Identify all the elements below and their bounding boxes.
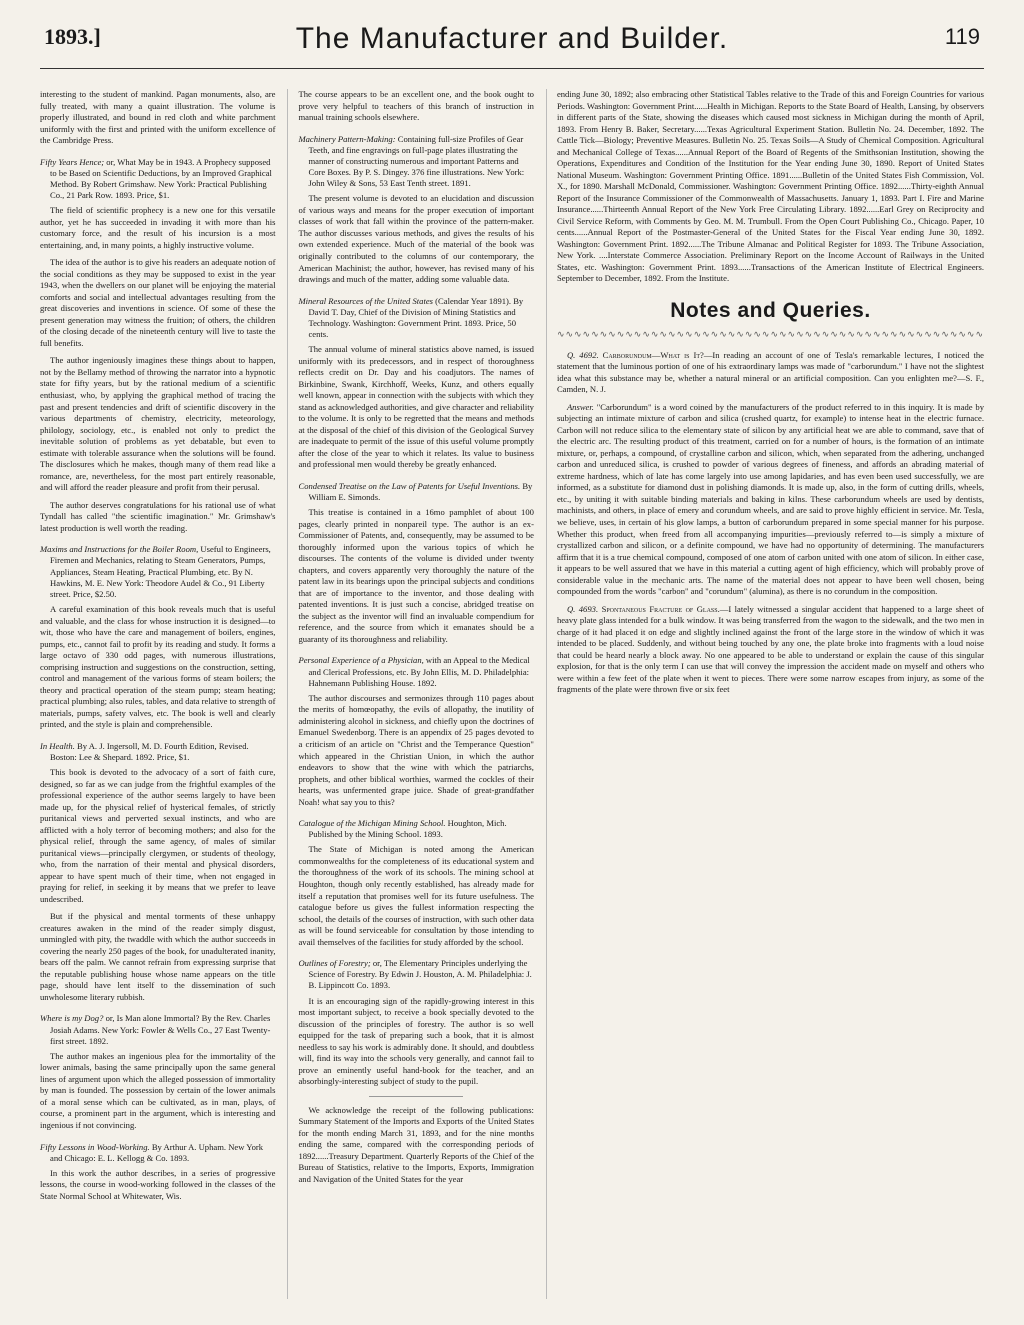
review-heading: [298, 818, 533, 840]
query-body: —I lately witnessed a singular accident that happened to a large sheet of heavy plate glass intended for a bulk window. It was being transferred from the wagon to the sidewalk, and the two men in charge of it had placed it on edge and slightly inclined against the front of the large store in the window of which it was intended to be placed. Suddenly, and without being touched by any one, the plate broke into fragments with a loud noise that could be heard nearly a block away. No one appeared to be able to understand or explain the cause of this singular explosion, for that is the only term I can use that will convey the impression the accident made on myself and others who were within a few feet of the plate when it went to pieces. There were some narrow escapes from injury, as some of the fragments of the plate were thrown five or six feet: [556, 603, 984, 695]
book-title: Maxims and Instructions for the Boiler Room,: [40, 544, 199, 555]
review-heading: [298, 296, 533, 341]
book-details: or, The Elementary Principles underlying the Science of Forestry. By Edwin J. Houston, A. M. Philadelphia: J. B. Lippincott Co. 1893.: [308, 958, 532, 991]
review-heading: [298, 481, 533, 503]
review-heading: [40, 544, 275, 600]
paragraph: In this work the author describes, in a series of progressive lessons, the course in wood-working followed in the classes of the State Normal School at Whitewater, Wis.: [40, 1167, 276, 1201]
query-paragraph: [557, 604, 984, 696]
paragraph: We acknowledge the receipt of the following publications: Summary Statement of the Imports and Exports of the United States for the month ending March 31, 1893, and for the nine months ending the same, compared with the corresponding periods of 1892......Treasury Department. Quarterly Reports of the Chief of the Bureau of Statistics, relative to the Imports, Exports, Immigration and Navigation of the United States for the year: [298, 1104, 534, 1184]
paragraph: The author makes an ingenious plea for the immortality of the lower animals, basing the same principally upon the same general lines of argument upon which the alleged possession of immortality by man is founded. The possession by certain of the lower animals of a moral sense which can be cultivated, as in man, plays, of course, a prominent part in the argument, which is interesting and ingenious if not convincing.: [40, 1050, 276, 1130]
paragraph: The course appears to be an excellent one, and the book ought to prove very helpful to teachers of this branch of instruction in manual training schools elsewhere.: [298, 89, 534, 123]
paragraph: But if the physical and mental torments of these unhappy creatures awaken in the mind of the reader simply disgust, unmingled with pity, the twaddle with which the author succeeds in covering the nearly 250 pages of the book, for unadulterated inanity, bears off the palm. We cannot refrain from expressing surprise that the reputable publishing house whose name appears on the title page, should have lent itself to the dissemination of such unwholesome literary rubbish.: [40, 911, 276, 1002]
book-title: In Health.: [40, 740, 75, 751]
paragraph: ending June 30, 1892; also embracing other Statistical Tables relative to the Trade of this and Foreign Countries for various Periods. Washington: Government Print......Health in Michigan. Reports to the State Board of Health, Lansing, by observers in different parts of the State, showing the diseases which caused most sickness in Michigan during the month of April, 1893. From Henry B. Baker, Secretary......Texas Agricultural Experiment Station. Bulletin No. 24. December, 1892. The Cattle Tick—Biology; Preventive Measures. Bulletin No. 25. Texas Soils—A Study of Chemical Composition. Agricultural and Mechanical College of Texas......Annual Report of the Board of Regents of the Smithsonian Institution, showing the Operations, Expenditures and Condition of the Institution for the Year ending June 30, 1890. Report of United States National Museum. Washington: Government Printing Office. 1891......Bulletin of the United States Fish Commission, Vol. X., for 1890. Marshall McDonald, Commissioner. Washington: Government Printing Office. 1892......Thirty-eighth Annual Report of the Insurance Commissioner of the Commonwealth of Massachusetts. January 1, 1893. Part I. Fire and Marine Insurance......Thirteenth Annual Report of the New York Free Circulating Library. 1892......Earl Grey on Reciprocity and Civil Service Reform, with Comments by Geo. M. M. Trumbull. From the Open Court Publishing Co., Chicago. Paper, 10 cents......Annual Report of the Postmaster-General of the United States for the Fiscal Year ending June 30, 1892. Washington: Government Print. 1892......The Tribune Almanac and Political Register for 1893. The Tribune Association, New York. ....Interstate Commerce Association. Preliminary Report on the Income Account of Railways in the United States, etc. Washington: Government Print. 1893......Transactions of the American Institute of Electrical Engineers. September to December, 1892. From the Institute.: [556, 89, 984, 284]
book-title: Fifty Lessons in Wood-Working.: [40, 1141, 150, 1152]
query-title: Carborundum—What is It?: [602, 349, 704, 360]
paragraph: This book is devoted to the advocacy of a sort of faith cure, designed, so far as we can judge from the frightful examples of the professional experience of the author seems largely to have been made up, for the physical relief of hysterical females, of strictly puritanical views and perverted sexual instincts, and who are afflicted with a holy terror of becoming mothers; and also for the physical relief, through the same agency, of males of similar puritanical views—principally clergymen, or students of theology, who, from the narration of their mental and physical disorders, appear to have spent much of their time, when not engaged in praying for relief, in seeking it by means that we prefer to leave undescribed.: [40, 767, 276, 904]
paragraph: The author deserves congratulations for his rational use of what Tyndall has called "the scientific imagination." Mr. Grimshaw's latest production is well worth the reading.: [40, 499, 276, 533]
paragraph: The idea of the author is to give his readers an adequate notion of the social conditions as they may be supposed to exist in the year 1943, when the dwellers on our planet will be enjoying the material comforts and social and intellectual advantages resulting from the great discoveries and inventions in science. Of some of these the present generation may witness the fruition; of others, the children of the closing decade of the nineteenth century will live to taste the full benefits.: [40, 257, 276, 348]
book-title: Machinery Pattern-Making:: [298, 133, 396, 144]
query-number: Q. 4692.: [566, 349, 599, 360]
book-title: Where is my Dog?: [40, 1013, 104, 1024]
column-1: [40, 89, 275, 1299]
paragraph: A careful examination of this book reveals much that is useful and valuable, and the class for whose instruction it is designed—to wit, those who have the care and management of boilers, engines, pumps, etc., cannot fail to profit by its reading and study. It forms a large octavo of 330 odd pages, with numerous illustrations, comprising instruction and suggestions on the construction, setting, control and management of the various forms of steam boilers; the theory and practical operation of the steam pump; steam heating; practical plumbing; also rules, tables, and data relative to strength of materials, pumps, safety valves, etc. The book is well and clearly printed, and the style is plain and comprehensible.: [40, 604, 276, 730]
paragraph: It is an encouraging sign of the rapidly-growing interest in this most important subject, to receive a book specially devoted to the discussion of the principles of forestry. The author is so well equipped for the task of preparing such a book, that it is almost needless to say his work is admirably done. It should, and doubtless will, find its way into the schools very generally, and cannot fail to prove an eminently useful hand-book for the teacher, and an absorbingly-interesting subject of study to the pupil.: [298, 995, 534, 1087]
book-title: Catalogue of the Michigan Mining School.: [298, 818, 446, 829]
paragraph: This treatise is contained in a 16mo pamphlet of about 100 pages, clearly printed in nonpareil type. The author is an ex-Commissioner of Patents, and, consequently, may be assumed to be thoroughly informed upon the various topics of which he discourses. The contents of the volume is divided under twenty chapters, and covers apparently very thoroughly the nature of the patent law in its bearings upon the principal subjects and conditions that are of importance to the inventor, and those dealing with patented inventions. It is just such a concise, abridged treatise on the subject as the inventor will find an invaluable compendium for reference, and the source from which it emanates should be a guaranty of its thoroughness and reliability.: [298, 507, 534, 644]
book-details: By A. J. Ingersoll, M. D. Fourth Edition, Revised. Boston: Lee & Shepard. 1892. Price, $1.: [50, 740, 249, 762]
book-details: Useful to Engineers, Firemen and Mechanics, relating to Steam Generators, Pumps, Appliances, Steam Heating, Practical Plumbing, etc. By N. Hawkins, M. E. New York: Theodore Audel & Co., 91 Liberty street. Price, $2.50.: [50, 544, 271, 599]
publication-title: The Manufacturer and Builder.: [295, 22, 729, 55]
answer-paragraph: [557, 402, 984, 598]
book-title: Fifty Years Hence;: [40, 156, 105, 167]
query-body: —In reading an account of one of Tesla's remarkable lectures, I noticed the statement that the luminous portion of one of his extraordinary lamps was made of "carborundum." I have not the slightest idea what this substance may be, whether a natural mineral or an artificial composition. Can you enlighten me?—S. F., Camden, N. J.: [556, 349, 985, 395]
query-number: Q. 4693.: [566, 603, 599, 614]
review-heading: [298, 134, 533, 190]
paragraph: The State of Michigan is noted among the American commonwealths for the completeness of its educational system and the thoroughness of the work of its schools. The mining school at Houghton, though only recently established, has already made for itself a reputation that promises well for its future usefulness. The catalogue before us gives the fullest information respecting the school, the details of the courses of instruction, with such other data as will be found serviceable for consultation by those intending to avail themselves of the facilities for study afforded by the school.: [298, 844, 534, 947]
review-heading: [298, 655, 533, 689]
book-details: Containing full-size Profiles of Gear Teeth, and fine engravings on full-page plates illustrating the manner of constructing numerous and important Patterns and Core Boxes. By P. S. Dingey. 376 fine illustrations. New York: John Wiley & Sons, 53 East Tenth street. 1891.: [308, 133, 525, 189]
paragraph: The field of scientific prophecy is a new one for this versatile author, yet he has succeeded in invading it with more than his customary force, and the result of his incursion is a most entertaining, and, in many points, a highly instructive volume.: [40, 205, 276, 250]
issue-year: 1893.]: [44, 24, 101, 49]
review-heading: [40, 157, 275, 202]
paragraph: The annual volume of mineral statistics above named, is issued uniformly with its predecessors, and in respect of thoroughness reflects credit on Dr. Day and his coadjutors. The names of Birkinbine, Swank, Kirchhoff, Weeks, Kunz, and others equally well known, appear in connection with the subjects with which they stand as acknowledged authorities, and give character and reliability to the volume. It is only to be regretted that the means and methods at the disposal of the chief of this division of the Geological Survey are inadequate to permit of the issue of this useful volume promptly after the close of the year to which it relates. Its value to business and professional men would thereby be greatly enhanced.: [298, 344, 534, 470]
book-details: Houghton, Mich. Published by the Mining School. 1893.: [308, 818, 507, 840]
book-details: or, Is Man alone Immortal? By the Rev. Charles Josiah Adams. New York: Fowler & Wells Co., 27 East Twenty-first street. 1892.: [50, 1013, 271, 1046]
review-heading: [40, 1013, 275, 1047]
book-details: (Calendar Year 1891). By David T. Day, Chief of the Division of Mining Statistics and Technology. Washington: Government Print. 1893. Price, 50 cents.: [308, 295, 524, 340]
book-title: Condensed Treatise on the Law of Patents for Useful Inventions.: [298, 480, 521, 491]
paragraph: The author discourses and sermonizes through 110 pages about the merits of homœopathy, the evils of allopathy, the inutility of administering alcohol in sickness, and chiefly upon the doctrines of Emanuel Swedenborg. There is an appendix of 25 pages devoted to a criticism of an article on "Christ and the Temperance Question" which appeared in the Christian Union, in which the author endeavors to show that the wine with which the patriarchs, prophets, and other biblical worthies, warmed the cockles of their hearts, was unfermented grape juice. Shade of great-grandfather Noah! what say you to this?: [298, 692, 534, 807]
section-title-notes-and-queries: Notes and Queries.: [670, 298, 871, 322]
paragraph: The author ingeniously imagines these things about to happen, not by the Bellamy method of throwing the narrator into a hypnotic state for fifty years, but by the rational medium of a scientific enthusiast, who, by applying the graphical method of tracing the past and present tendencies and drift of scientific discovery in the various departments of chemistry, electricity, meteorology, philology, sociology, etc., is enabled not only to predict the inevitable solution of problems as yet debatable, but even to estimate with tolerable assurance when the solutions will be found. The disclosures which he makes, though many of them read like a romance, are, nevertheless, for the most part entirely reasonable, and will afford the reader pleasure and profit from their perusal.: [40, 355, 276, 493]
review-heading: [40, 1142, 275, 1164]
query-paragraph: [557, 350, 984, 396]
book-details: By William E. Simonds.: [308, 480, 533, 503]
review-heading: [298, 958, 533, 992]
text-columns: [40, 89, 984, 1299]
page-number: 119: [944, 24, 980, 49]
running-head: [40, 20, 984, 69]
answer-label: Answer.: [566, 401, 594, 412]
book-details: By Arthur A. Upham. New York and Chicago: E. L. Kellogg & Co. 1893.: [50, 1141, 264, 1163]
book-title: Outlines of Forestry;: [298, 958, 371, 969]
query-title: Spontaneous Fracture of Glass.: [601, 603, 720, 614]
review-heading: [40, 741, 275, 763]
book-title: Personal Experience of a Physician,: [298, 655, 424, 666]
book-details: with an Appeal to the Medical and Clerical Professions, etc. By John Ellis, M. D. Philadelphia: Hahnemann Publishing House. 1892.: [308, 655, 530, 688]
book-details: or, What May be in 1943. A Prophecy supposed to be Based on Scientific Deductions, by an Improved Graphical Method. By Robert Grimshaw. New York: Practical Publishing Co., 21 Park Row. 1893. Price, $1.: [50, 156, 272, 201]
answer-body: "Carborundum" is a word coined by the manufacturers of the product referred to in this inquiry. It is made by subjecting an intimate mixture of carbon and silica (crushed quartz, for example) to intense heat in the electric furnace. Carbon will not reduce silica to the elementary state of silicon by any artificial heat we are able to command, save that of the electric arc. The resulting product of this treatment, carried on for a number of hours, is the formation of an intimate mixture, or, perhaps, a compound, of crystalline carbon and silicon, which, when separated from the adhering, unchanged carbon and unreduced silica, is crushed to powder of various degrees of fineness, and affords an abrading material of extreme hardness, which of late has come largely into use among lapidaries, and has even been used successfully, we are informed, as a substitute for diamond dust in polishing diamonds. It is made up, also, in the form of cutting drills, wheels, etc., by uniting it with suitable binding materials and baking in kilns. These carborundum wheels are used by dentists, machinists, and others, in place of emery and corundum wheels, and are said to prove highly efficient in service. Mr. Tesla, we believe, uses, in certain of his glow lamps, a button of carborundum prepared in some special manner for his purpose. Whether this product, when freed from all accompanying impurities—previously referred to—is simply a mixture of crystallized carbon and silicon, or a definite compound, we have had no opportunity of determining. The manufacturers affirm that it is a true chemical compound, composed of one atom of carbon united with one atom of silicon. In either case, it appears to be well assured that we have in this material a cutting agent of high efficiency, which will probably prove of considerable value in the mechanic arts. The name of the material does not appear to have been well chosen, being compounded from the words "carbon" and "corundum" (alumina), as there is no corundum in the composition.: [556, 401, 984, 597]
book-title: Mineral Resources of the United States: [298, 295, 433, 306]
paragraph: The present volume is devoted to an elucidation and discussion of various ways and means for the proper execution of important classes of work that fall within the province of the pattern-maker. The author discusses various methods, and gives the results of his own extended experience. Much of the material of the book was originally contributed to the columns of our contemporary, the American Machinist; the author, however, has revised many of his drawings and much of the matter, adding some valuable data.: [298, 193, 534, 285]
ornamental-rule: ∿∿∿∿∿∿∿∿∿∿∿∿∿∿∿∿∿∿∿∿∿∿∿∿∿∿∿∿∿∿∿∿∿∿∿∿∿∿∿∿∿∿∿∿∿∿∿∿∿∿: [556, 328, 984, 339]
divider: [369, 1096, 463, 1097]
column-2: [287, 89, 533, 1299]
paragraph: interesting to the student of mankind. Pagan monuments, also, are fully treated, with many a quaint illustration. The volume is properly illustrated, and bound in red cloth and white parchment uniformly with the first and printed with the uniform excellence of the Cambridge Press.: [40, 89, 276, 146]
column-3: [546, 89, 984, 1299]
